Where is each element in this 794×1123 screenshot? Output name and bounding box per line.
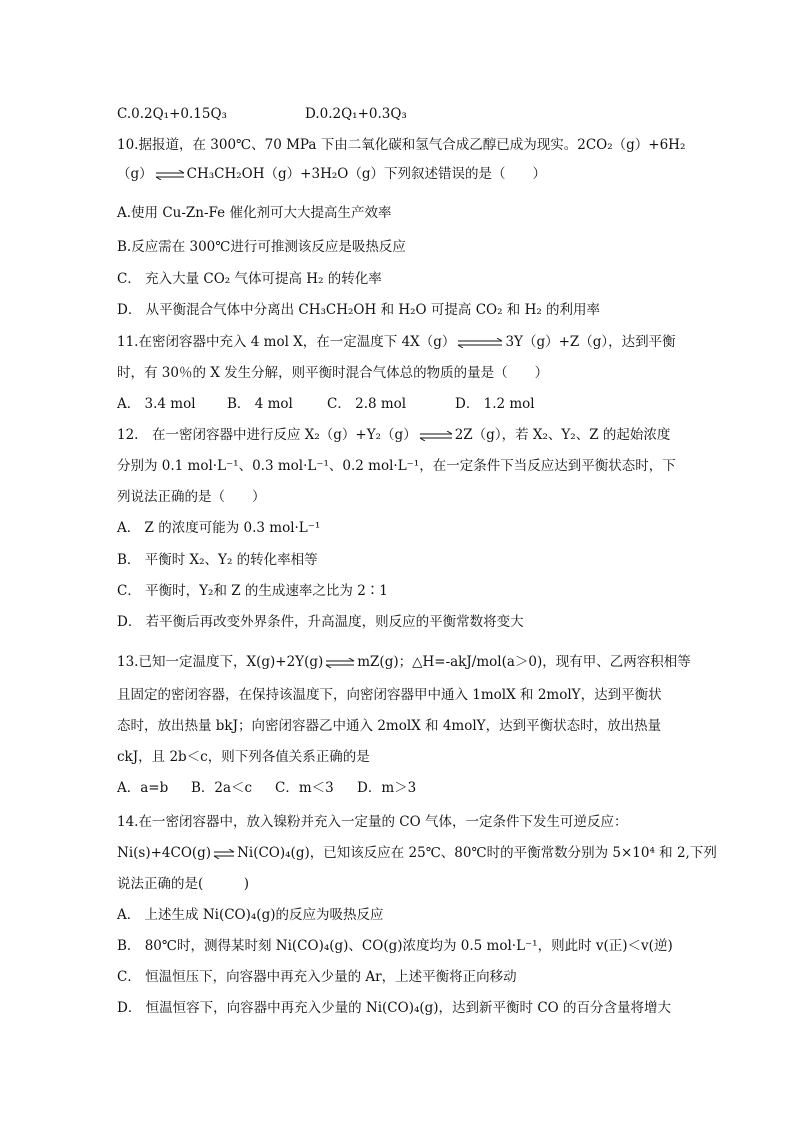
q14-stem-line2-pre: Ni(s)+4CO(g) xyxy=(117,845,212,861)
q11-stem-line1-pre: 11.在密闭容器中充入 4 mol X，在一定温度下 4X（g） xyxy=(117,334,456,350)
q14-stem-line3: 说法正确的是( ) xyxy=(117,876,250,892)
equilibrium-arrow-icon xyxy=(325,658,355,668)
q13-stem-line1 xyxy=(117,653,691,671)
q10-stem-line2 xyxy=(117,165,677,183)
q12-option-d: D． 若平衡后再改变外界条件，升高温度，则反应的平衡常数将变大 xyxy=(117,614,524,630)
q12-option-b: B． 平衡时 X₂、Y₂ 的转化率相等 xyxy=(117,552,318,568)
q12-stem-line2: 分别为 0.1 mol·L⁻¹、0.3 mol·L⁻¹、0.2 mol·L⁻¹，在一定条件下当反应达到平衡状态时，下 xyxy=(117,458,676,474)
q11-stem-line1-post: 3Y（g）+Z（g），达到平衡 xyxy=(505,334,676,350)
q10-option-d: D． 从平衡混合气体中分离出 CH₃CH₂OH 和 H₂O 可提高 CO₂ 和 H₂ 的利用率 xyxy=(117,302,601,318)
q11-stem-line2: 时，有 30％的 X 发生分解，则平衡时混合气体总的物质的量是（ ） xyxy=(117,365,549,381)
equilibrium-arrow-icon xyxy=(457,338,503,348)
q12-stem-line3: 列说法正确的是（ ） xyxy=(117,489,266,505)
q11-option-a: A． 3.4 mol xyxy=(117,396,196,412)
q12-stem-line1 xyxy=(117,426,677,444)
q13-stem-line2: 且固定的密闭容器，在保持该温度下，向密闭容器甲中通入 1molX 和 2molY，达到平衡状 xyxy=(117,687,662,703)
q10-stem-line1: 10.据报道，在 300℃、70 MPa 下由二氧化碳和氢气合成乙醇已成为现实。2CO₂（g）+6H₂ xyxy=(117,137,686,153)
q12-option-a: A． Z 的浓度可能为 0.3 mol·L⁻¹ xyxy=(117,520,321,536)
q11-option-b: B． 4 mol xyxy=(227,396,293,412)
q13-option-a: A．a=b xyxy=(117,780,169,796)
q13-stem-line1-pre: 13.已知一定温度下，X(g)+2Y(g) xyxy=(117,654,324,670)
q10-stem-line2-post: CH₃CH₂OH（g）+3H₂O（g）下列叙述错误的是（ ） xyxy=(186,166,546,182)
q10-option-c: C． 充入大量 CO₂ 气体可提高 H₂ 的转化率 xyxy=(117,271,382,287)
q9-option-c: C.0.2Q₁+0.15Q₃ xyxy=(117,106,227,122)
q10-option-a: A.使用 Cu-Zn-Fe 催化剂可大大提高生产效率 xyxy=(117,205,392,221)
q10-option-b: B.反应需在 300℃进行可推测该反应是吸热反应 xyxy=(117,239,406,255)
q13-stem-line4: ckJ，且 2b＜c，则下列各值关系正确的是 xyxy=(117,749,370,765)
q14-stem-line2 xyxy=(117,844,717,862)
q12-option-c: C． 平衡时，Y₂和 Z 的生成速率之比为 2∶1 xyxy=(117,583,388,599)
q14-stem-line2-post: Ni(CO)₄(g)，已知该反应在 25℃、80℃时的平衡常数分别为 5×10⁴ 和 2,下列 xyxy=(237,845,717,861)
q10-stem-line2-pre: （g） xyxy=(117,166,153,182)
q12-stem-line1-post: 2Z（g），若 X₂、Y₂、Z 的起始浓度 xyxy=(454,427,671,443)
q14-option-a: A． 上述生成 Ni(CO)₄(g)的反应为吸热反应 xyxy=(117,907,384,923)
q11-option-c: C． 2.8 mol xyxy=(327,396,407,412)
q13-stem-line1-post: mZ(g)；△H=-akJ/mol(a＞0)，现有甲、乙两容积相等 xyxy=(357,654,691,670)
q14-stem-line1: 14.在一密闭容器中，放入镍粉并充入一定量的 CO 气体，一定条件下发生可逆反应： xyxy=(117,814,628,830)
q11-option-d: D． 1.2 mol xyxy=(455,396,535,412)
q13-stem-line3: 态时，放出热量 bkJ；向密闭容器乙中通入 2molX 和 4molY，达到平衡状态时，放出热量 xyxy=(117,718,662,734)
equilibrium-arrow-icon xyxy=(155,170,185,180)
q14-option-b: B． 80℃时，测得某时刻 Ni(CO)₄(g)、CO(g)浓度均为 0.5 mol·L⁻¹，则此时 v(正)＜v(逆) xyxy=(117,938,673,954)
q11-stem-line1 xyxy=(117,333,677,351)
q9-option-d: D.0.2Q₁+0.3Q₃ xyxy=(305,106,407,122)
q13-option-d: D．m＞3 xyxy=(357,780,417,796)
q14-option-d: D． 恒温恒容下，向容器中再充入少量的 Ni(CO)₄(g)，达到新平衡时 CO 的百分含量将增大 xyxy=(117,1000,672,1016)
equilibrium-arrow-icon xyxy=(213,849,235,859)
q13-option-c: C．m＜3 xyxy=(275,780,334,796)
equilibrium-arrow-icon xyxy=(419,431,453,441)
q12-stem-line1-pre: 12. 在一密闭容器中进行反应 X₂（g）+Y₂（g） xyxy=(117,427,417,443)
q13-option-b: B．2a＜c xyxy=(191,780,253,796)
q14-option-c: C． 恒温恒压下，向容器中再充入少量的 Ar，上述平衡将正向移动 xyxy=(117,969,517,985)
